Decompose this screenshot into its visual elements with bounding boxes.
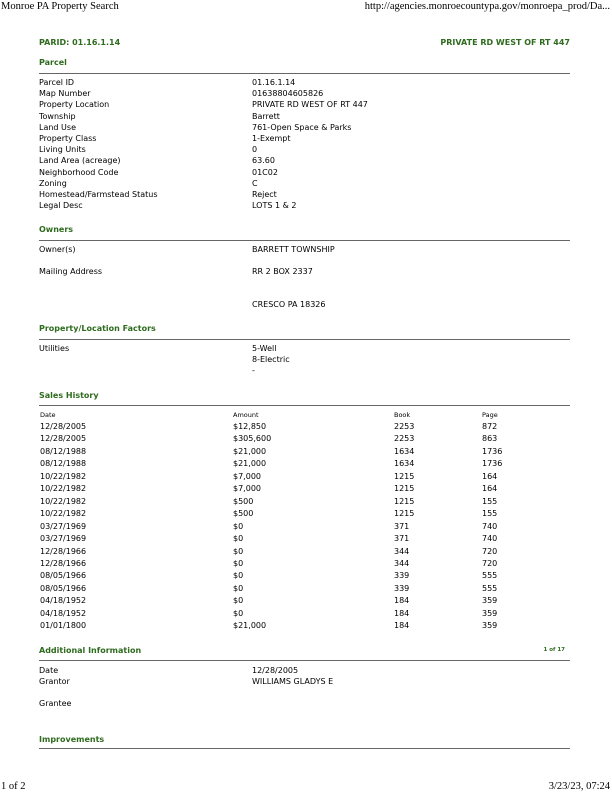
- sale-amount: $0: [233, 583, 244, 593]
- sale-page: 1736: [482, 459, 503, 469]
- sale-page: 740: [482, 534, 498, 544]
- parcel-field-label: Parcel ID: [39, 78, 75, 87]
- sale-amount: $7,000: [233, 471, 261, 481]
- sale-date: 10/22/1982: [40, 509, 87, 519]
- section-title-improvements: Improvements: [39, 735, 105, 744]
- sale-date: 12/28/1966: [40, 546, 87, 556]
- sales-col-date: Date: [40, 411, 56, 419]
- sale-book: 2253: [394, 422, 415, 431]
- parcel-field-label: Land Use: [39, 122, 76, 132]
- sale-amount: $0: [233, 521, 244, 531]
- sale-book: 1215: [394, 471, 415, 481]
- sale-book: 339: [394, 571, 410, 581]
- mailing-address-line1: RR 2 BOX 2337: [252, 267, 313, 276]
- parcel-field-label: Township: [39, 111, 76, 121]
- parcel-field-label: Legal Desc: [39, 201, 83, 211]
- sale-amount: $500: [233, 496, 254, 506]
- sale-date: 08/12/1988: [40, 446, 87, 456]
- sale-date: 10/22/1982: [40, 471, 87, 481]
- sale-page: 164: [482, 484, 498, 494]
- parcel-field-value: PRIVATE RD WEST OF RT 447: [252, 100, 368, 110]
- sale-page: 359: [482, 608, 498, 618]
- parcel-field-label: Property Class: [39, 134, 97, 143]
- sale-date: 03/27/1969: [40, 534, 87, 544]
- sale-book: 184: [394, 608, 410, 618]
- sale-date: 12/28/2005: [40, 434, 87, 444]
- sale-page: 164: [482, 471, 498, 481]
- parcel-field-label: Land Area (acreage): [39, 156, 121, 166]
- sale-amount: $0: [233, 608, 244, 618]
- sale-date: 04/18/1952: [40, 608, 87, 618]
- mailing-address-line2: CRESCO PA 18326: [252, 300, 326, 309]
- parcel-field-value: 761-Open Space & Parks: [252, 122, 352, 132]
- divider: [39, 73, 570, 74]
- sale-page: 359: [482, 596, 498, 606]
- sale-book: 344: [394, 558, 410, 568]
- sale-date: 10/22/1982: [40, 496, 87, 506]
- parcel-field-label: Living Units: [39, 145, 86, 155]
- sale-amount: $21,000: [233, 446, 267, 456]
- utility-value: -: [252, 366, 255, 375]
- print-footer-page: 1 of 2: [1, 781, 26, 792]
- sale-amount: $21,000: [233, 459, 267, 469]
- print-header-url: http://agencies.monroecountypa.gov/monroepa_prod/Da...: [364, 1, 610, 12]
- section-title-parcel: Parcel: [39, 58, 67, 67]
- date-label: Date: [39, 666, 59, 675]
- parcel-field-value: 63.60: [252, 156, 275, 166]
- sale-book: 371: [394, 534, 410, 544]
- parcel-field-label: Zoning: [39, 178, 67, 188]
- sale-amount: $500: [233, 509, 254, 519]
- sale-amount: $12,850: [233, 422, 267, 431]
- sale-page: 555: [482, 571, 498, 581]
- parcel-field-value: 1-Exempt: [252, 134, 291, 143]
- section-title-sales: Sales History: [39, 391, 99, 400]
- sale-page: 155: [482, 509, 498, 519]
- sale-book: 1215: [394, 509, 415, 519]
- parcel-field-label: Homestead/Farmstead Status: [39, 190, 158, 199]
- print-footer-timestamp: 3/23/23, 07:24: [548, 781, 610, 792]
- sale-book: 184: [394, 621, 410, 631]
- divider: [39, 339, 570, 340]
- parcel-field-value: 01C02: [252, 167, 278, 177]
- sale-page: 555: [482, 583, 498, 593]
- sale-amount: $305,600: [233, 434, 272, 444]
- sale-amount: $0: [233, 596, 244, 606]
- location-heading: PRIVATE RD WEST OF RT 447: [440, 38, 570, 47]
- sale-book: 339: [394, 583, 410, 593]
- grantee-label: Grantee: [39, 699, 72, 708]
- sale-date: 08/12/1988: [40, 459, 87, 469]
- owner-value: BARRETT TOWNSHIP: [252, 245, 335, 254]
- sale-date: 08/05/1966: [40, 583, 87, 593]
- sale-book: 1215: [394, 484, 415, 494]
- sale-page: 155: [482, 496, 498, 506]
- grantor-value: WILLIAMS GLADYS E: [252, 677, 334, 686]
- parcel-field-label: Map Number: [39, 89, 91, 99]
- sale-page: 720: [482, 558, 498, 568]
- sale-date: 12/28/2005: [40, 422, 87, 431]
- parcel-field-value: LOTS 1 & 2: [252, 201, 297, 211]
- sale-amount: $0: [233, 546, 244, 556]
- parcel-field-label: Property Location: [39, 100, 110, 110]
- parcel-field-value: 0: [252, 145, 258, 155]
- sale-book: 184: [394, 596, 410, 606]
- divider: [39, 660, 570, 661]
- sale-book: 2253: [394, 434, 415, 444]
- sale-date: 10/22/1982: [40, 484, 87, 494]
- sale-book: 1634: [394, 459, 415, 469]
- sales-col-amount: Amount: [233, 411, 259, 419]
- parcel-field-value: C: [252, 178, 258, 188]
- sale-page: 863: [482, 434, 498, 444]
- section-title-factors: Property/Location Factors: [39, 324, 156, 333]
- sale-amount: $0: [233, 558, 244, 568]
- parcel-field-value: 01638804605826: [252, 89, 324, 99]
- utility-value: 5-Well: [252, 344, 277, 353]
- owner-label: Owner(s): [39, 245, 76, 254]
- sale-book: 371: [394, 521, 410, 531]
- sale-page: 720: [482, 546, 498, 556]
- parcel-field-value: Barrett: [252, 111, 280, 121]
- parcel-field-value: Reject: [252, 190, 277, 199]
- divider: [39, 405, 570, 406]
- parcel-field-value: 01.16.1.14: [252, 78, 296, 87]
- section-title-additional: Additional Information: [39, 646, 142, 655]
- sale-page: 740: [482, 521, 498, 531]
- sale-date: 04/18/1952: [40, 596, 87, 606]
- sale-page: 872: [482, 422, 498, 431]
- sale-page: 1736: [482, 446, 503, 456]
- date-value: 12/28/2005: [252, 666, 299, 675]
- sale-book: 344: [394, 546, 410, 556]
- sale-book: 1634: [394, 446, 415, 456]
- utilities-label: Utilities: [39, 344, 70, 353]
- sale-amount: $21,000: [233, 621, 267, 631]
- record-pager[interactable]: 1 of 17: [543, 647, 565, 653]
- parid-heading: PARID: 01.16.1.14: [39, 38, 121, 47]
- grantor-label: Grantor: [39, 677, 70, 686]
- utility-value: 8-Electric: [252, 355, 290, 364]
- section-title-owners: Owners: [39, 225, 74, 234]
- mailing-address-label: Mailing Address: [39, 267, 103, 276]
- divider: [39, 748, 570, 749]
- sale-book: 1215: [394, 496, 415, 506]
- sale-amount: $0: [233, 571, 244, 581]
- sale-amount: $0: [233, 534, 244, 544]
- sales-col-book: Book: [394, 411, 411, 419]
- sale-date: 01/01/1800: [40, 621, 87, 631]
- sale-date: 08/05/1966: [40, 571, 87, 581]
- sale-amount: $7,000: [233, 484, 261, 494]
- sales-col-page: Page: [482, 411, 498, 419]
- parcel-field-label: Neighborhood Code: [39, 167, 119, 177]
- print-header-title: Monroe PA Property Search: [1, 1, 119, 12]
- divider: [39, 240, 570, 241]
- sale-page: 359: [482, 621, 498, 631]
- sale-date: 03/27/1969: [40, 521, 87, 531]
- sale-date: 12/28/1966: [40, 558, 87, 568]
